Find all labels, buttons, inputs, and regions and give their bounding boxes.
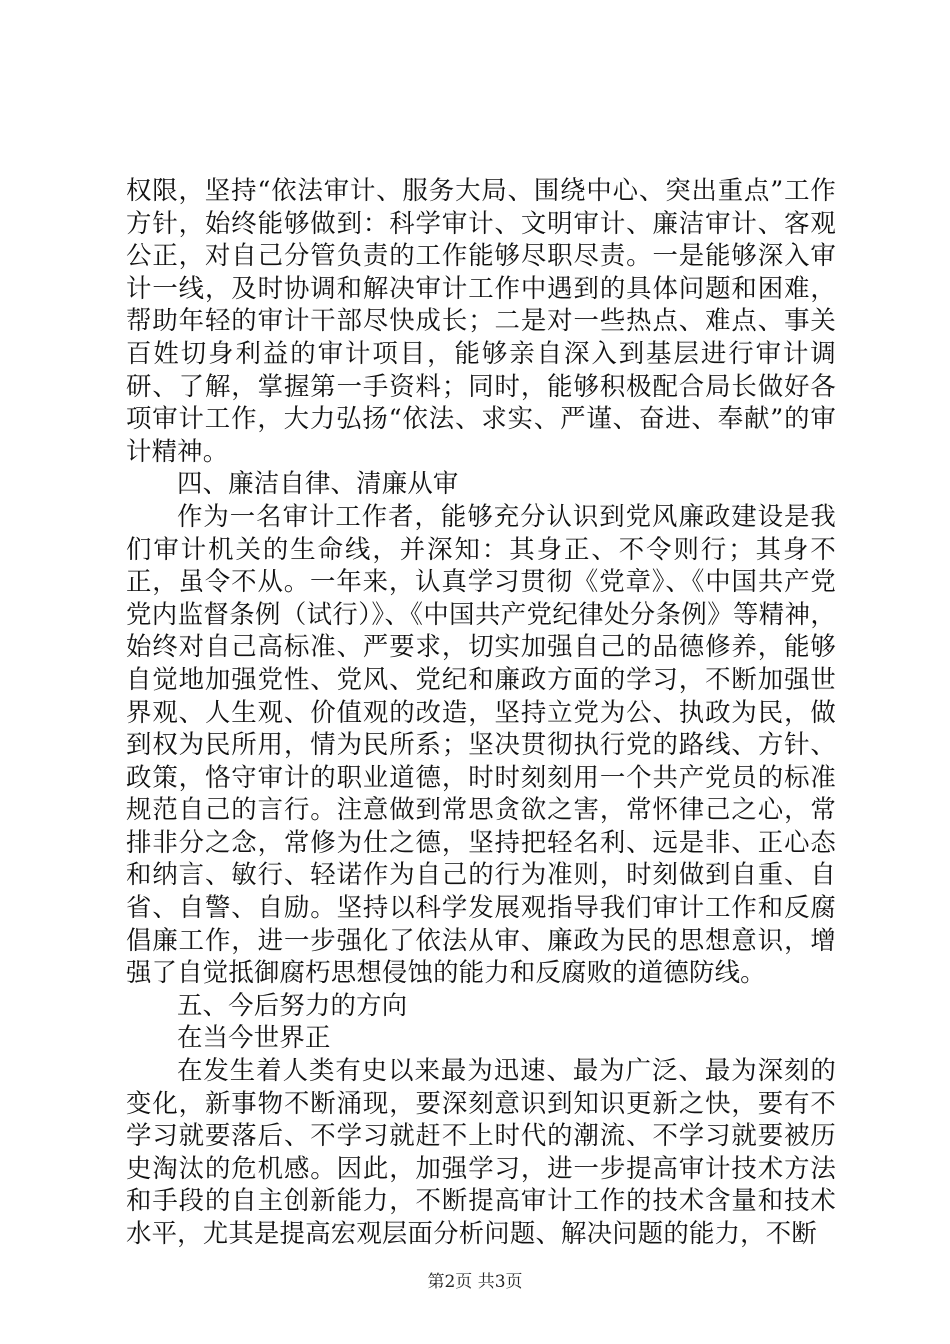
- section-heading-five: 五、今后努力的方向: [177, 989, 408, 1020]
- page-number-footer: 第2页 共3页: [427, 1272, 523, 1292]
- section-heading-four: 四、廉洁自律、清廉从审: [177, 468, 459, 499]
- paragraph-future-direction: 在发生着人类有史以来最为迅速、最为广泛、最为深刻的变化，新事物不断涌现，要深刻意识到知识更新之快，要有不学习就要落后、不学习就赶不上时代的潮流、不学习就要被历史淘汰的危机感。因此，加强学习，进一步提高审计技术方法和手段的自主创新能力，不断提高审计工作的技术含量和技术水平，尤其是提高宏观层面分析问题、解决问题的能力，不断: [126, 1055, 836, 1248]
- document-body: [126, 174, 836, 1250]
- paragraph-continuation: 权限，坚持“依法审计、服务大局、围绕中心、突出重点”工作方针，始终能够做到：科学审计、文明审计、廉洁审计、客观公正，对自己分管负责的工作能够尽职尽责。一是能够深入审计一线，及时协调和解决审计工作中遇到的具体问题和困难，帮助年轻的审计干部尽快成长；二是对一些热点、难点、事关百姓切身利益的审计项目，能够亲自深入到基层进行审计调研、了解，掌握第一手资料；同时，能够积极配合局长做好各项审计工作，大力弘扬“依法、求实、严谨、奋进、奉献”的审计精神。: [126, 175, 836, 466]
- paragraph-integrity: 作为一名审计工作者，能够充分认识到党风廉政建设是我们审计机关的生命线，并深知：其身正、不令则行；其身不正，虽令不从。一年来，认真学习贯彻《党章》、《中国共产党党内监督条例（试行）》、《中国共产党纪律处分条例》等精神，始终对自己高标准、严要求，切实加强自己的品德修养，能够自觉地加强党性、党风、党纪和廉政方面的学习，不断加强世界观、人生观、价值观的改造，坚持立党为公、执政为民，做到权为民所用，情为民所系；坚决贯彻执行党的路线、方针、政策，恪守审计的职业道德，时时刻刻用一个共产党员的标准规范自己的言行。注意做到常思贪欲之害，常怀律己之心，常排非分之念，常修为仕之德，坚持把轻名利、远是非、正心态和纳言、敏行、轻诺作为自己的行为准则，时刻做到自重、自省、自警、自励。坚持以科学发展观指导我们审计工作和反腐倡廉工作，进一步强化了依法从审、廉政为民的思想意识，增强了自觉抵御腐朽思想侵蚀的能力和反腐败的道德防线。: [126, 500, 836, 988]
- paragraph-fragment: 在当今世界正: [177, 1022, 331, 1053]
